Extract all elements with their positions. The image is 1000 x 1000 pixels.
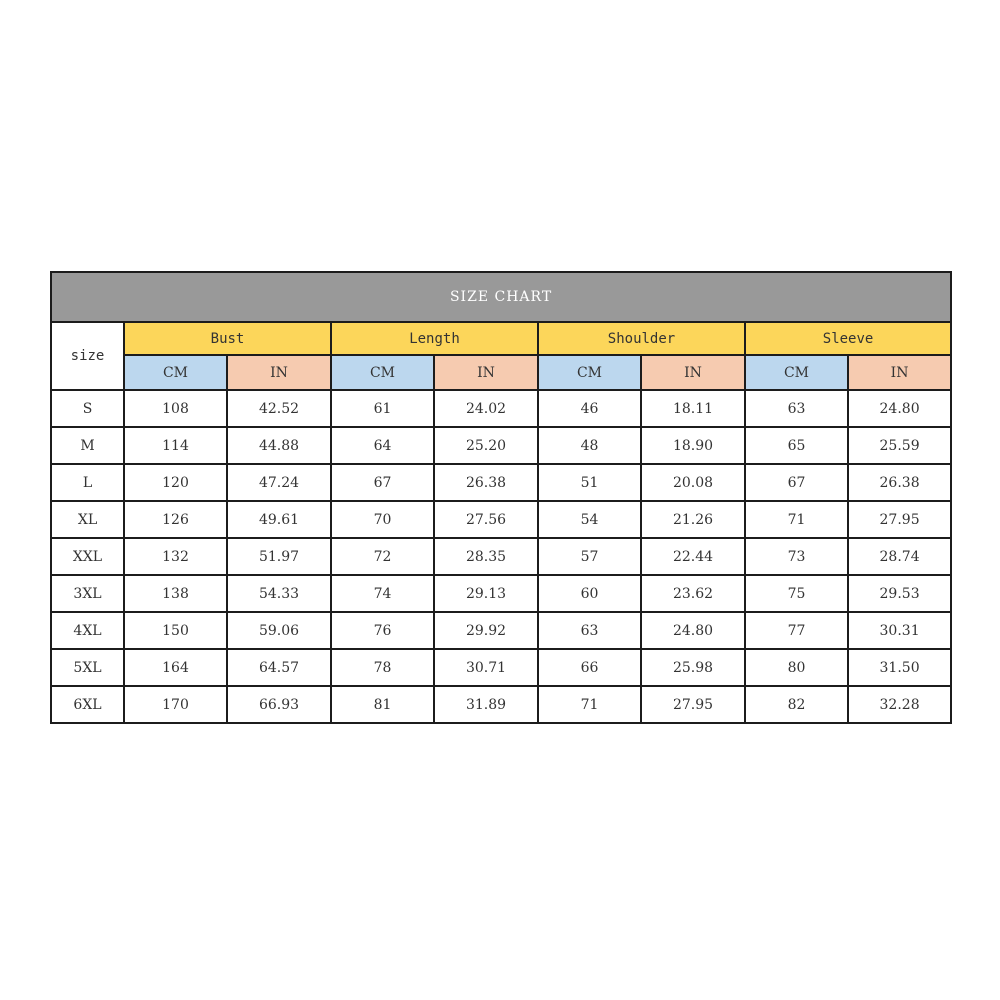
cell-bust-in: 51.97 <box>227 538 331 575</box>
unit-header-sleeve-in: IN <box>848 355 951 390</box>
cell-sleeve-cm: 75 <box>745 575 848 612</box>
unit-header-bust-in: IN <box>227 355 331 390</box>
cell-shoulder-cm: 54 <box>538 501 641 538</box>
cell-sleeve-cm: 65 <box>745 427 848 464</box>
size-chart <box>50 271 950 724</box>
table-row <box>51 649 951 686</box>
cell-sleeve-cm: 80 <box>745 649 848 686</box>
cell-shoulder-in: 22.44 <box>641 538 745 575</box>
cell-size-label: 5XL <box>51 649 124 686</box>
cell-sleeve-in: 27.95 <box>848 501 951 538</box>
cell-size-label: M <box>51 427 124 464</box>
cell-bust-in: 49.61 <box>227 501 331 538</box>
cell-shoulder-cm: 60 <box>538 575 641 612</box>
chart-title: SIZE CHART <box>51 272 951 322</box>
cell-sleeve-in: 25.59 <box>848 427 951 464</box>
cell-shoulder-in: 25.98 <box>641 649 745 686</box>
unit-header-sleeve-cm: CM <box>745 355 848 390</box>
size-chart-table <box>50 271 952 724</box>
table-row <box>51 538 951 575</box>
cell-sleeve-cm: 77 <box>745 612 848 649</box>
cell-sleeve-cm: 71 <box>745 501 848 538</box>
cell-bust-in: 64.57 <box>227 649 331 686</box>
cell-bust-cm: 150 <box>124 612 227 649</box>
table-row <box>51 464 951 501</box>
cell-sleeve-in: 32.28 <box>848 686 951 723</box>
cell-shoulder-in: 21.26 <box>641 501 745 538</box>
cell-shoulder-cm: 71 <box>538 686 641 723</box>
table-row <box>51 575 951 612</box>
cell-length-cm: 78 <box>331 649 434 686</box>
cell-length-cm: 74 <box>331 575 434 612</box>
cell-length-in: 31.89 <box>434 686 538 723</box>
cell-shoulder-cm: 46 <box>538 390 641 427</box>
cell-size-label: 3XL <box>51 575 124 612</box>
table-row <box>51 612 951 649</box>
cell-bust-cm: 170 <box>124 686 227 723</box>
cell-bust-in: 54.33 <box>227 575 331 612</box>
cell-size-label: 4XL <box>51 612 124 649</box>
cell-bust-in: 47.24 <box>227 464 331 501</box>
cell-sleeve-cm: 63 <box>745 390 848 427</box>
cell-shoulder-in: 18.90 <box>641 427 745 464</box>
cell-bust-in: 42.52 <box>227 390 331 427</box>
cell-bust-cm: 114 <box>124 427 227 464</box>
size-table-body <box>51 390 951 723</box>
cell-bust-cm: 120 <box>124 464 227 501</box>
size-column-header: size <box>51 322 124 390</box>
unit-header-length-cm: CM <box>331 355 434 390</box>
cell-length-cm: 72 <box>331 538 434 575</box>
cell-size-label: L <box>51 464 124 501</box>
cell-sleeve-in: 30.31 <box>848 612 951 649</box>
cell-shoulder-in: 20.08 <box>641 464 745 501</box>
group-header-shoulder: Shoulder <box>538 322 745 355</box>
cell-sleeve-in: 29.53 <box>848 575 951 612</box>
cell-length-in: 28.35 <box>434 538 538 575</box>
group-header-bust: Bust <box>124 322 331 355</box>
cell-shoulder-in: 18.11 <box>641 390 745 427</box>
cell-length-in: 29.13 <box>434 575 538 612</box>
cell-shoulder-in: 27.95 <box>641 686 745 723</box>
cell-bust-cm: 108 <box>124 390 227 427</box>
cell-bust-cm: 126 <box>124 501 227 538</box>
cell-bust-cm: 132 <box>124 538 227 575</box>
cell-shoulder-cm: 66 <box>538 649 641 686</box>
cell-length-in: 26.38 <box>434 464 538 501</box>
table-row <box>51 427 951 464</box>
group-header-length: Length <box>331 322 538 355</box>
cell-bust-in: 44.88 <box>227 427 331 464</box>
table-row <box>51 390 951 427</box>
cell-size-label: 6XL <box>51 686 124 723</box>
cell-sleeve-cm: 67 <box>745 464 848 501</box>
cell-length-in: 25.20 <box>434 427 538 464</box>
cell-bust-cm: 138 <box>124 575 227 612</box>
cell-sleeve-cm: 82 <box>745 686 848 723</box>
unit-header-bust-cm: CM <box>124 355 227 390</box>
unit-header-length-in: IN <box>434 355 538 390</box>
cell-length-cm: 64 <box>331 427 434 464</box>
cell-sleeve-in: 26.38 <box>848 464 951 501</box>
table-row <box>51 501 951 538</box>
cell-bust-cm: 164 <box>124 649 227 686</box>
unit-header-shoulder-in: IN <box>641 355 745 390</box>
table-row <box>51 686 951 723</box>
cell-shoulder-cm: 48 <box>538 427 641 464</box>
unit-header-shoulder-cm: CM <box>538 355 641 390</box>
cell-sleeve-in: 24.80 <box>848 390 951 427</box>
cell-shoulder-in: 23.62 <box>641 575 745 612</box>
cell-length-cm: 70 <box>331 501 434 538</box>
cell-length-cm: 67 <box>331 464 434 501</box>
cell-shoulder-in: 24.80 <box>641 612 745 649</box>
cell-size-label: S <box>51 390 124 427</box>
cell-length-cm: 61 <box>331 390 434 427</box>
cell-sleeve-cm: 73 <box>745 538 848 575</box>
cell-shoulder-cm: 51 <box>538 464 641 501</box>
cell-size-label: XXL <box>51 538 124 575</box>
cell-sleeve-in: 31.50 <box>848 649 951 686</box>
cell-shoulder-cm: 63 <box>538 612 641 649</box>
cell-bust-in: 66.93 <box>227 686 331 723</box>
cell-bust-in: 59.06 <box>227 612 331 649</box>
group-header-sleeve: Sleeve <box>745 322 951 355</box>
cell-length-cm: 76 <box>331 612 434 649</box>
cell-length-in: 29.92 <box>434 612 538 649</box>
cell-length-in: 27.56 <box>434 501 538 538</box>
cell-sleeve-in: 28.74 <box>848 538 951 575</box>
cell-shoulder-cm: 57 <box>538 538 641 575</box>
cell-length-in: 24.02 <box>434 390 538 427</box>
cell-length-cm: 81 <box>331 686 434 723</box>
cell-size-label: XL <box>51 501 124 538</box>
cell-length-in: 30.71 <box>434 649 538 686</box>
